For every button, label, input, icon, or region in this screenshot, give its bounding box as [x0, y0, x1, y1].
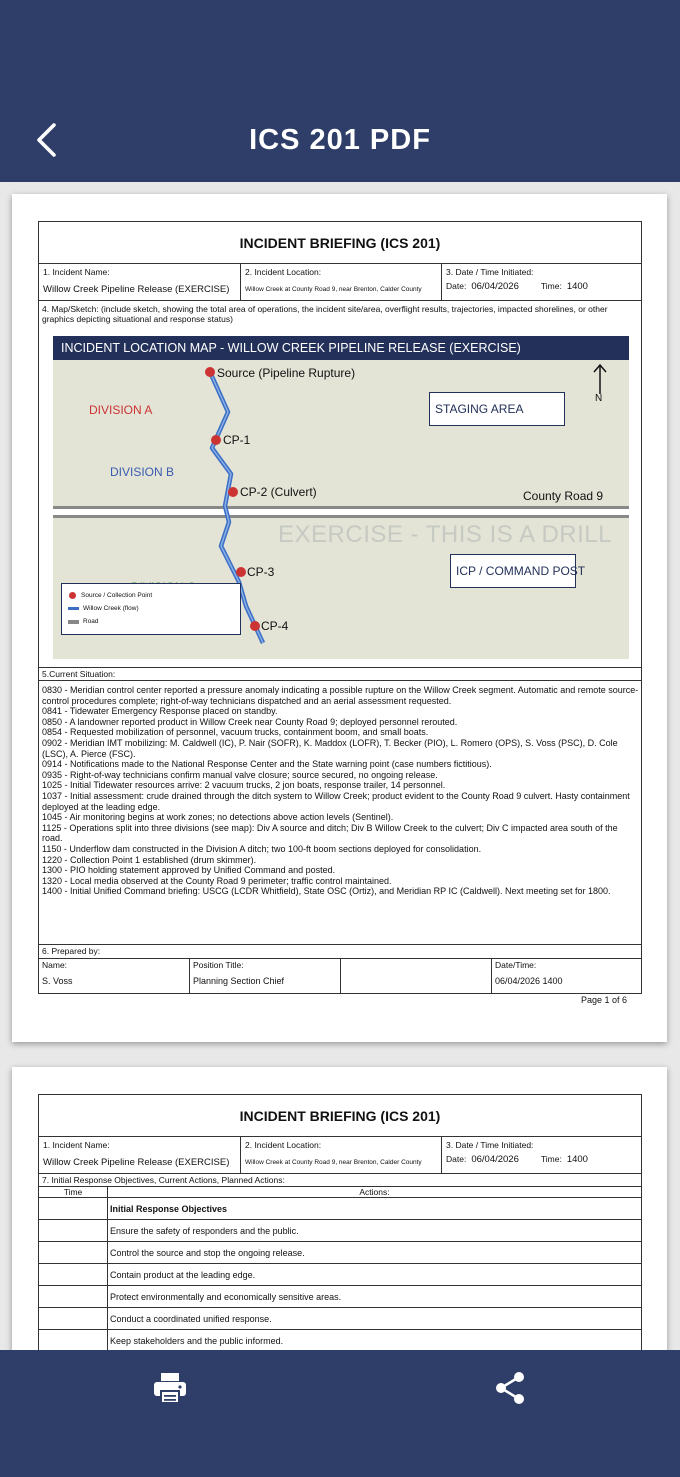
action-cell: Ensure the safety of responders and the public. [110, 1226, 299, 1236]
prepared-datetime-value: 06/04/2026 1400 [495, 976, 563, 986]
table-row [39, 1242, 641, 1264]
cp4-point [250, 621, 260, 631]
incident-name-label: 1. Incident Name: [43, 1140, 110, 1150]
situation-entry: 0854 - Requested mobilization of personnel, vacuum trucks, containment boom, and small boats. [42, 727, 429, 738]
incident-location-value: Willow Creek at County Road 9, near Brenton, Calder County [245, 286, 422, 293]
map-title: INCIDENT LOCATION MAP - WILLOW CREEK PIPELINE RELEASE (EXERCISE) [53, 336, 629, 360]
app-header [0, 0, 680, 182]
date-value: 06/04/2026 [471, 1154, 519, 1165]
time-value: 1400 [566, 281, 588, 292]
legend-point-label: Source / Collection Point [81, 592, 153, 599]
action-cell: Control the source and stop the ongoing release. [110, 1248, 305, 1258]
situation-entry: 1045 - Air monitoring begins at work zones; no detections above action levels (Sentinel). [42, 812, 394, 823]
incident-name-value: Willow Creek Pipeline Release (EXERCISE) [43, 1157, 230, 1168]
page-number: Page 1 of 6 [580, 995, 627, 1005]
situation-entry: 0830 - Meridian control center reported a pressure anomaly indicating a possible rupture on the Willow Creek segment. Automatic and remote source-control procedures complete; right-of-way technicians dispatched and an aerial assessment requested. [42, 685, 639, 706]
cp1-point [211, 435, 221, 445]
form-title: INCIDENT BRIEFING (ICS 201) [39, 1095, 641, 1137]
time-column-header: Time [39, 1187, 108, 1197]
date-time-cell [442, 1137, 641, 1173]
incident-name-cell [39, 264, 241, 300]
pdf-page-1 [12, 194, 667, 1042]
incident-location-label: 2. Incident Location: [245, 267, 322, 277]
incident-name-value: Willow Creek Pipeline Release (EXERCISE) [43, 284, 230, 295]
staging-area-box: STAGING AREA [429, 392, 565, 426]
prepared-name-cell [39, 959, 190, 993]
prepared-by-row [39, 959, 641, 993]
actions-column-header: Actions: [359, 1187, 390, 1197]
incident-location-map [53, 336, 629, 659]
map-sketch-label: 4. Map/Sketch: (include sketch, showing the total area of operations, the incident site/area, overflight results, trajectories, impacted shorelines, or other graphics depicting situational and response status) [42, 304, 608, 324]
prepared-datetime-label: Date/Time: [495, 960, 537, 970]
situation-entry: 1125 - Operations split into three divisions (see map): Div A source and ditch; Div B Willow Creek to the culvert; Div C impacted area south of the road. [42, 822, 618, 844]
cp1-label: CP-1 [223, 433, 251, 447]
prepared-by-label: 6. Prepared by: [39, 945, 641, 959]
actions-table-header [39, 1187, 641, 1198]
incident-info-row [39, 1137, 641, 1174]
cp3-point [236, 567, 246, 577]
time-value: 1400 [566, 1154, 588, 1165]
incident-location-value: Willow Creek at County Road 9, near Brenton, Calder County [245, 1159, 422, 1166]
table-row [39, 1286, 641, 1308]
action-cell: Keep stakeholders and the public informed. [110, 1336, 284, 1346]
source-label: Source (Pipeline Rupture) [217, 366, 356, 380]
ics201-form-page-2 [38, 1094, 642, 1350]
situation-entry: 1320 - Local media observed at the County Road 9 perimeter; traffic control maintained. [42, 875, 392, 886]
situation-entry: 1037 - Initial assessment: crude drained through the ditch system to Willow Creek; product evident to the County Road 9 culvert. Hasty containment deployed at the leading edge. [42, 790, 630, 812]
action-cell: Initial Response Objectives [110, 1204, 228, 1214]
prepared-name-value: S. Voss [42, 976, 73, 986]
division-b-label: DIVISION B [110, 465, 175, 479]
current-situation-log [39, 681, 641, 945]
table-row [39, 1308, 641, 1330]
incident-location-cell [241, 264, 442, 300]
share-icon [494, 1371, 526, 1405]
north-arrow-icon [594, 365, 606, 394]
situation-entry: 0935 - Right-of-way technicians confirm manual valve closure; source secured, no ongoing release. [42, 769, 438, 780]
road-edge-top [53, 506, 629, 509]
date-time-cell [442, 264, 641, 300]
cp2-label: CP-2 (Culvert) [240, 485, 317, 499]
current-situation-label: 5.Current Situation: [39, 667, 641, 681]
pdf-viewer[interactable] [0, 182, 680, 1350]
situation-entry: 1220 - Collection Point 1 established (drum skimmer). [42, 854, 257, 865]
situation-entry: 0841 - Tidewater Emergency Response placed on standby. [42, 706, 278, 717]
date-label: Date: [446, 1154, 467, 1164]
situation-entry: 1400 - Initial Unified Command briefing: USCG (LCDR Whitfield), State OSC (Ortiz), and Meridian RP IC (Caldwell). Next meeting set for 1800. [42, 886, 611, 897]
printer-icon [153, 1372, 187, 1404]
cp4-label: CP-4 [261, 619, 289, 633]
situation-entry: 0850 - A landowner reported product in Willow Creek near County Road 9; deployed personnel rerouted. [42, 716, 458, 727]
ics201-form [38, 221, 642, 994]
share-button[interactable] [488, 1366, 532, 1410]
situation-entry: 1025 - Initial Tidewater resources arrive: 2 vacuum trucks, 2 jon boats, response trailer, 14 personnel. [42, 780, 446, 791]
legend-road-label: Road [83, 618, 99, 625]
table-row [39, 1264, 641, 1286]
road-edge-bottom [53, 515, 629, 518]
action-cell: Protect environmentally and economically sensitive areas. [110, 1292, 342, 1302]
cp2-point [228, 487, 238, 497]
situation-entry: 0902 - Meridian IMT mobilizing: M. Caldwell (IC), P. Nair (SOFR), K. Maddox (LOFR), T. Becker (PIO), L. Romero (OPS), S. Voss (PSC), D. Cole (LSC), A. Pierce (FSC). [42, 737, 618, 759]
situation-entry: 1150 - Underflow dam constructed in the Division A ditch; two 100-ft boom sections deployed for consolidation. [42, 843, 482, 854]
legend-road-swatch [68, 620, 79, 624]
incident-name-cell [39, 1137, 241, 1173]
cp3-label: CP-3 [247, 565, 275, 579]
time-label: Time: [540, 281, 562, 291]
bottom-toolbar [0, 1350, 680, 1477]
position-title-label: Position Title: [193, 960, 244, 970]
situation-entry: 1300 - PIO holding statement approved by Unified Command and posted. [42, 865, 336, 876]
incident-name-label: 1. Incident Name: [43, 267, 110, 277]
map-legend [61, 583, 241, 635]
north-label: N [595, 393, 603, 404]
form-title: INCIDENT BRIEFING (ICS 201) [39, 222, 641, 264]
position-title-cell [190, 959, 341, 993]
incident-info-row [39, 264, 641, 301]
table-row [39, 1220, 641, 1242]
division-a-label: DIVISION A [89, 403, 153, 417]
position-title-value: Planning Section Chief [193, 976, 285, 986]
date-value: 06/04/2026 [471, 281, 519, 292]
incident-location-cell [241, 1137, 442, 1173]
prepared-datetime-cell [492, 959, 641, 993]
date-label: Date: [446, 281, 467, 291]
table-row [39, 1330, 641, 1350]
pdf-page-2 [12, 1067, 667, 1350]
action-cell: Conduct a coordinated unified response. [110, 1314, 272, 1324]
legend-creek-label: Willow Creek (flow) [83, 605, 139, 612]
legend-point-swatch [69, 592, 76, 599]
signature-cell [341, 959, 492, 993]
icp-command-post-box: ICP / COMMAND POST [450, 554, 576, 588]
time-label: Time: [540, 1154, 562, 1164]
page-title: ICS 201 PDF [249, 124, 431, 156]
situation-entry: 0914 - Notifications made to the National Response Center and the State warning point (case numbers fictitious). [42, 759, 492, 770]
legend-creek-swatch [68, 607, 79, 610]
date-time-label: 3. Date / Time Initiated: [446, 1140, 534, 1150]
date-time-label: 3. Date / Time Initiated: [446, 267, 534, 277]
drill-watermark: EXERCISE - THIS IS A DRILL [278, 521, 612, 548]
incident-location-label: 2. Incident Location: [245, 1140, 322, 1150]
objectives-label: 7. Initial Response Objectives, Current Actions, Planned Actions: [39, 1174, 641, 1187]
source-point [205, 367, 215, 377]
road-label: County Road 9 [523, 489, 604, 503]
action-cell: Contain product at the leading edge. [110, 1270, 256, 1280]
table-row [39, 1198, 641, 1220]
print-button[interactable] [148, 1366, 192, 1410]
prepared-name-label: Name: [42, 960, 68, 970]
